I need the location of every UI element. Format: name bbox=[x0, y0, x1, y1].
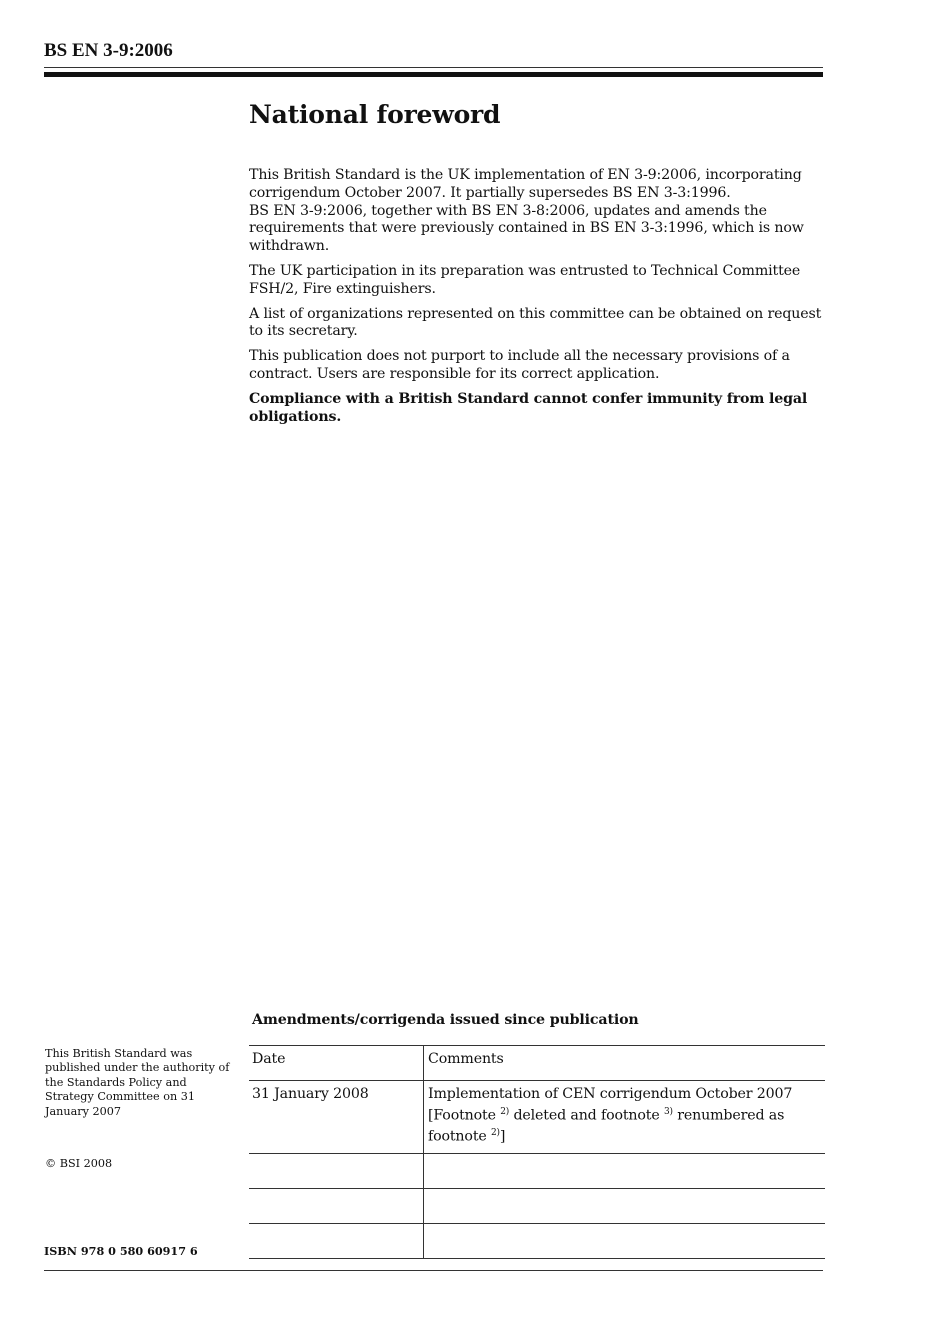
footnote-ref: 3) bbox=[663, 1106, 673, 1117]
paragraph-committee: The UK participation in its preparation was entrusted to Technical Committee FSH/2, Fire extinguishers. bbox=[249, 262, 801, 297]
table-row-empty bbox=[249, 1154, 825, 1189]
comment-part: ] bbox=[499, 1129, 506, 1146]
empty-cell bbox=[249, 1189, 424, 1224]
paragraph-supersedes: BS EN 3-9:2006, together with BS EN 3-8:2006, updates and amends the requirements that were previously contained in BS EN 3-3:1996, which is now withdrawn. bbox=[249, 202, 804, 255]
document-code: BS EN 3-9:2006 bbox=[44, 40, 173, 61]
table-row-empty bbox=[249, 1224, 825, 1259]
header-rule-thick bbox=[44, 72, 823, 77]
copyright-notice: © BSI 2008 bbox=[45, 1157, 113, 1170]
isbn: ISBN 978 0 580 60917 6 bbox=[44, 1244, 198, 1258]
header-rule-thin bbox=[44, 67, 823, 68]
comment-part: [Footnote bbox=[428, 1107, 501, 1124]
amendments-table bbox=[249, 1045, 825, 1259]
table-row-empty bbox=[249, 1189, 825, 1224]
publication-note: This British Standard was published under the authority of the Standards Policy and Strategy Committee on 31 January 2007 bbox=[45, 1047, 230, 1118]
page-title: National foreword bbox=[249, 100, 501, 129]
footnote-ref: 2) bbox=[500, 1106, 510, 1117]
comment-part: deleted and footnote bbox=[509, 1107, 664, 1124]
empty-cell bbox=[424, 1224, 826, 1259]
paragraph-organizations: A list of organizations represented on this committee can be obtained on request to its secretary. bbox=[249, 305, 822, 340]
empty-cell bbox=[424, 1189, 826, 1224]
column-header-date: Date bbox=[249, 1046, 424, 1081]
comment-line-1: Implementation of CEN corrigendum October 2007 bbox=[428, 1086, 793, 1102]
comment-part: renumbered as footnote bbox=[428, 1107, 785, 1146]
amendment-date: 31 January 2008 bbox=[249, 1081, 424, 1154]
foreword-body bbox=[249, 100, 825, 433]
compliance-statement: Compliance with a British Standard cannot confer immunity from legal obligations. bbox=[249, 390, 808, 425]
empty-cell bbox=[249, 1154, 424, 1189]
table-row bbox=[249, 1081, 825, 1154]
paragraph-implementation: This British Standard is the UK implementation of EN 3-9:2006, incorporating corrigendum October 2007. It partially supersedes BS EN 3-3:1996. bbox=[249, 167, 802, 201]
column-header-comments: Comments bbox=[424, 1046, 826, 1081]
footnote-ref: 2) bbox=[490, 1128, 500, 1139]
amendment-comment bbox=[424, 1081, 826, 1154]
paragraph-provisions: This publication does not purport to include all the necessary provisions of a contract. Users are responsible for its correct application. bbox=[249, 348, 790, 382]
empty-cell bbox=[249, 1224, 424, 1259]
amendments-heading: Amendments/corrigenda issued since publication bbox=[252, 1012, 639, 1028]
footer-rule bbox=[44, 1270, 823, 1271]
empty-cell bbox=[424, 1154, 826, 1189]
table-header-row bbox=[249, 1046, 825, 1081]
